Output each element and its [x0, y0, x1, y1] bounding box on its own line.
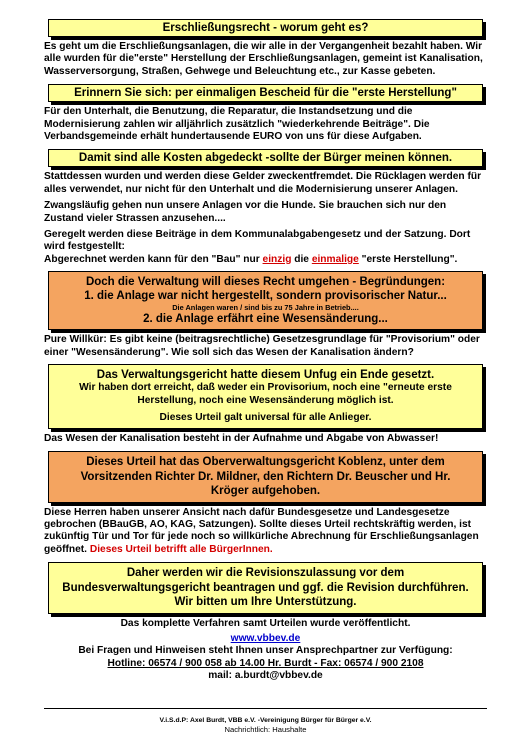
abgerechnet-text-b: die	[291, 253, 312, 265]
paragraph-unterhalt: Für den Unterhalt, die Benutzung, die Reparatur, die Instandsetzung und die Modernisierung zahlen wir alljährlich zusätzlich "wiederkehrende Beiträge". Die Verbandsgemeinde erhält hundertausende EURO von uns für diese Aufgaben.	[44, 106, 430, 143]
footer-divider	[44, 708, 487, 709]
box-revision: Daher werden wir die Revisionszulassung vor dem Bundesverwaltungsgericht beantragen und ggf. die Revision durchführen. Wir bitten um Ihre Unterstützung.	[48, 562, 483, 614]
begruendungen-line4: 2. die Anlage erfährt eine Wesensänderung...	[143, 313, 388, 326]
paragraph-herren	[44, 507, 487, 557]
verwaltungsgericht-line3: Dieses Urteil galt universal für alle Anlieger.	[159, 412, 372, 424]
box-oberverwaltungsgericht: Dieses Urteil hat das Oberverwaltungsgericht Koblenz, unter dem Vorsitzenden Richter Dr. Mildner, den Richtern Dr. Beuscher und Hr. Kröger aufgehoben.	[48, 451, 483, 503]
abgerechnet-text-c: "erste Herstellung".	[358, 253, 458, 265]
heading-erinnern: Erinnern Sie sich: per einmaligen Bescheid für die "erste Herstellung"	[48, 84, 483, 102]
emphasis-einzig: einzig	[262, 253, 292, 265]
paragraph-willkuer: Pure Willkür: Es gibt keine (beitragsrechtliche) Gesetzesgrundlage für "Provisorium" oder einer "Wesensänderung". Wie soll sich das Wesen der Kanalisation ändern?	[44, 334, 480, 358]
emphasis-alle-buergerinnen: Dieses Urteil betrifft alle BürgerInnen.	[89, 543, 273, 555]
begruendungen-line3: Die Anlagen waren / sind bis zu 75 Jahre in Betrieb....	[172, 303, 359, 313]
paragraph-zwangslaeufig: Zwangsläufig gehen nun unsere Anlagen vor die Hunde. Sie brauchen sich nur den Zustand vieler Strassen anzusehen....	[44, 200, 447, 224]
emphasis-einmalige: einmalige	[311, 253, 359, 265]
heading-erschliessungsrecht: Erschließungsrecht - worum geht es?	[48, 19, 483, 37]
flyer-page	[44, 19, 487, 683]
abgerechnet-text-a: Abgerechnet werden kann für den "Bau" nur	[44, 253, 263, 265]
contact-published: Das komplette Verfahren samt Urteilen wurde veröffentlicht.	[120, 617, 411, 629]
paragraph-intro: Es geht um die Erschließungsanlagen, die wir alle in der Vergangenheit bezahlt haben. Wir alle wurden für die"erste" Herstellung der Erschließungsanlagen, gemeint ist Kanalisation, Wasserversorgung, Straßen, Gehwege und Beleuchtung etc., zur Kasse gebeten.	[44, 41, 483, 77]
begruendungen-line1: Doch die Verwaltung will dieses Recht umgehen - Begründungen:	[85, 276, 446, 289]
paragraph-geregelt: Geregelt werden diese Beiträge in dem Kommunalabgabengesetz und der Satzung. Dort wird festgestellt:	[44, 229, 471, 253]
footer	[44, 716, 487, 734]
contact-website-line	[44, 633, 487, 645]
footer-nachrichtlich: Nachrichtlich: Haushalte	[224, 725, 307, 734]
begruendungen-line2: 1. die Anlage war nicht hergestellt, sondern provisorischer Natur...	[84, 290, 447, 303]
contact-questions: Bei Fragen und Hinweisen steht Ihnen unser Ansprechpartner zur Verfügung:	[78, 645, 453, 657]
verwaltungsgericht-line2: Wir haben dort erreicht, daß weder ein Provisorium, noch eine "erneute erste Herstellung, noch eine Wesensänderung möglich ist.	[79, 382, 452, 406]
website-link[interactable]: www.vbbev.de	[230, 633, 301, 645]
paragraph-zweckentfremdet: Stattdessen wurden und werden diese Gelder zweckentfremdet. Die Rücklagen werden für alles verwendet, nur nicht für den Unterhalt und die Modernisierung unserer Anlagen.	[44, 171, 482, 195]
box-begruendungen	[48, 271, 483, 330]
box-verwaltungsgericht	[48, 364, 483, 429]
footer-visdp: V.i.S.d.P: Axel Burdt, VBB e.V. -Vereinigung Bürger für Bürger e.V.	[159, 717, 372, 724]
heading-kosten-abgedeckt: Damit sind alle Kosten abgedeckt -sollte der Bürger meinen können.	[48, 149, 483, 167]
paragraph-abgerechnet	[44, 254, 487, 266]
paragraph-wesen-kanalisation: Das Wesen der Kanalisation besteht in der Aufnahme und Abgabe von Abwasser!	[44, 432, 439, 444]
contact-block	[44, 618, 487, 683]
herren-text: Diese Herren haben unserer Ansicht nach dafür Bundesgesetze und Landesgesetze gebrochen (BBauGB, AO, KAG, Satzungen). Sollte dieses Urteil rechtskräftig werden, ist zukünftig Tür und Tor für jede noch so willkürliche Abrechnung für Erschließungsanlagen geöffnet.	[44, 506, 479, 555]
contact-mail: mail: a.burdt@vbbev.de	[208, 670, 323, 682]
contact-hotline: Hotline: 06574 / 900 058 ab 14.00 Hr. Burdt - Fax: 06574 / 900 2108	[107, 657, 424, 669]
verwaltungsgericht-line1: Das Verwaltungsgericht hatte diesem Unfug ein Ende gesetzt.	[96, 369, 435, 382]
